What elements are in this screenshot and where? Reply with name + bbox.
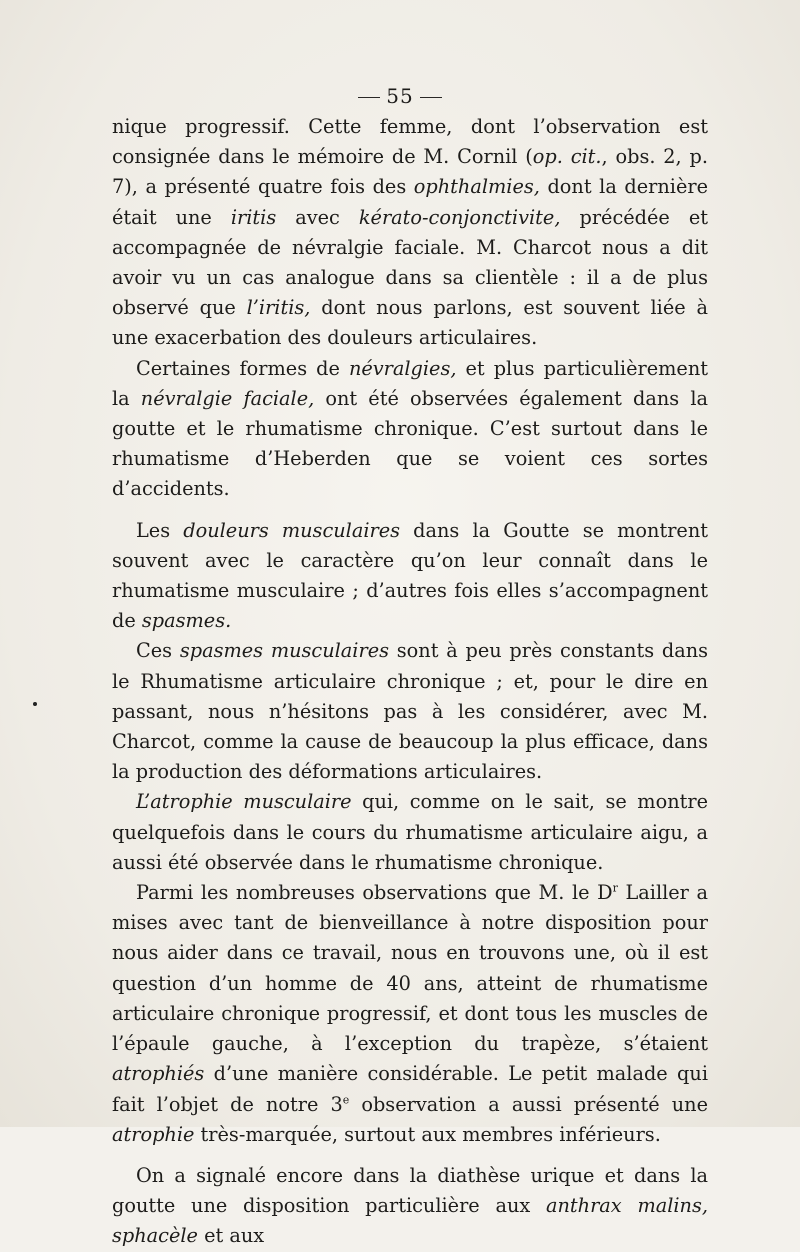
italic-run: iritis: [230, 205, 277, 229]
margin-ink-spot: [33, 702, 37, 706]
text-run: précédée et accompagnée de névralgie faciale. M. Charcot nous a dit avoir vu un cas analogue dans sa clientèle : il a de plus observé que: [112, 205, 708, 320]
text-run: dans la Goutte se montrent souvent avec le caractère qu’on leur connaît dans le rhumatisme musculaire ; d’autres fois elles s’accompagnent de: [112, 518, 708, 633]
text-run: On a signalé encore dans la diathèse urique et dans la goutte une disposition particulière aux: [112, 1163, 708, 1218]
paragraph: [112, 878, 708, 1150]
paragraph: [112, 636, 708, 787]
text-run: avec: [276, 205, 359, 229]
italic-run: anthrax malins, sphacèle: [112, 1194, 708, 1248]
text-run: très-marquée, surtout aux membres inférieurs.: [194, 1122, 661, 1146]
italic-run: op. cit.: [532, 145, 602, 169]
italic-run: atrophiés: [112, 1062, 205, 1086]
italic-run: ophthalmies,: [413, 175, 540, 199]
italic-run: L’atrophie musculaire: [136, 790, 352, 814]
italic-run: spasmes.: [141, 609, 232, 633]
italic-run: kérato-conjonctivite,: [358, 205, 561, 229]
text-run: et plus particulièrement la: [112, 356, 708, 410]
paragraph: [112, 1161, 708, 1252]
text-run: Parmi les nombreuses observations que M. le D: [136, 881, 613, 905]
page-number-left-dash: [358, 97, 380, 98]
italic-run: spasmes musculaires: [179, 639, 389, 663]
text-run: Ces: [136, 639, 180, 663]
text-run: observation a aussi présenté une: [349, 1092, 708, 1116]
italic-run: névralgies,: [348, 356, 457, 380]
text-run: , obs. 2, p. 7), a présenté quatre fois des: [112, 145, 708, 199]
text-run: Les: [136, 518, 184, 542]
paragraph: [112, 112, 708, 354]
italic-run: douleurs musculaires: [183, 518, 401, 542]
text-run: sont à peu près constants dans le Rhumatisme articulaire chronique ; et, pour le dire en passant, nous n’hésitons pas à les considérer, avec M. Charcot, comme la cause de beaucoup la plus efficace, dans la production des déformations articulaires.: [112, 639, 709, 784]
paragraph: [112, 354, 708, 505]
text-run: nique progressif. Cette femme, dont l’observation est consignée dans le mémoire de M. Cornil (: [112, 115, 708, 169]
text-run: d’une manière considérable. Le petit malade qui fait l’objet de notre 3: [112, 1062, 708, 1116]
page-number-value: 55: [386, 84, 414, 108]
text-run: dont la dernière était une: [112, 175, 708, 229]
text-run: Lailler a mises avec tant de bienveillance à notre disposition pour nous aider dans ce travail, nous en trouvons une, où il est question d’un homme de 40 ans, atteint de rhumatisme articulaire chronique progressif, et dont tous les muscles de l’épaule gauche, à l’exception du trapèze, s’étaient: [112, 881, 708, 1056]
body-text: [112, 112, 708, 1252]
show-through-texture: [600, 30, 760, 90]
text-run: et aux: [197, 1224, 265, 1248]
italic-run: atrophie: [112, 1122, 195, 1146]
text-run: Certaines formes de: [136, 356, 349, 380]
text-run: dont nous parlons, est souvent liée à une exacerbation des douleurs articulaires.: [112, 296, 708, 350]
text-run: qui, comme on le sait, se montre quelquefois dans le cours du rhumatisme articulaire aigu, a aussi été observée dans le rhumatisme chronique.: [112, 790, 708, 874]
superscript-run: e: [342, 1093, 350, 1107]
paragraph: [112, 516, 708, 637]
italic-run: névralgie faciale,: [140, 386, 315, 410]
text-run: ont été observées également dans la goutte et le rhumatisme chronique. C’est surtout dans le rhumatisme d’Heberden que se voient ces sortes d’accidents.: [112, 386, 708, 501]
italic-run: l’iritis,: [246, 296, 311, 320]
superscript-run: r: [612, 881, 618, 895]
page-number: [0, 84, 800, 108]
page-number-right-dash: [420, 97, 442, 98]
paragraph: [112, 787, 708, 878]
